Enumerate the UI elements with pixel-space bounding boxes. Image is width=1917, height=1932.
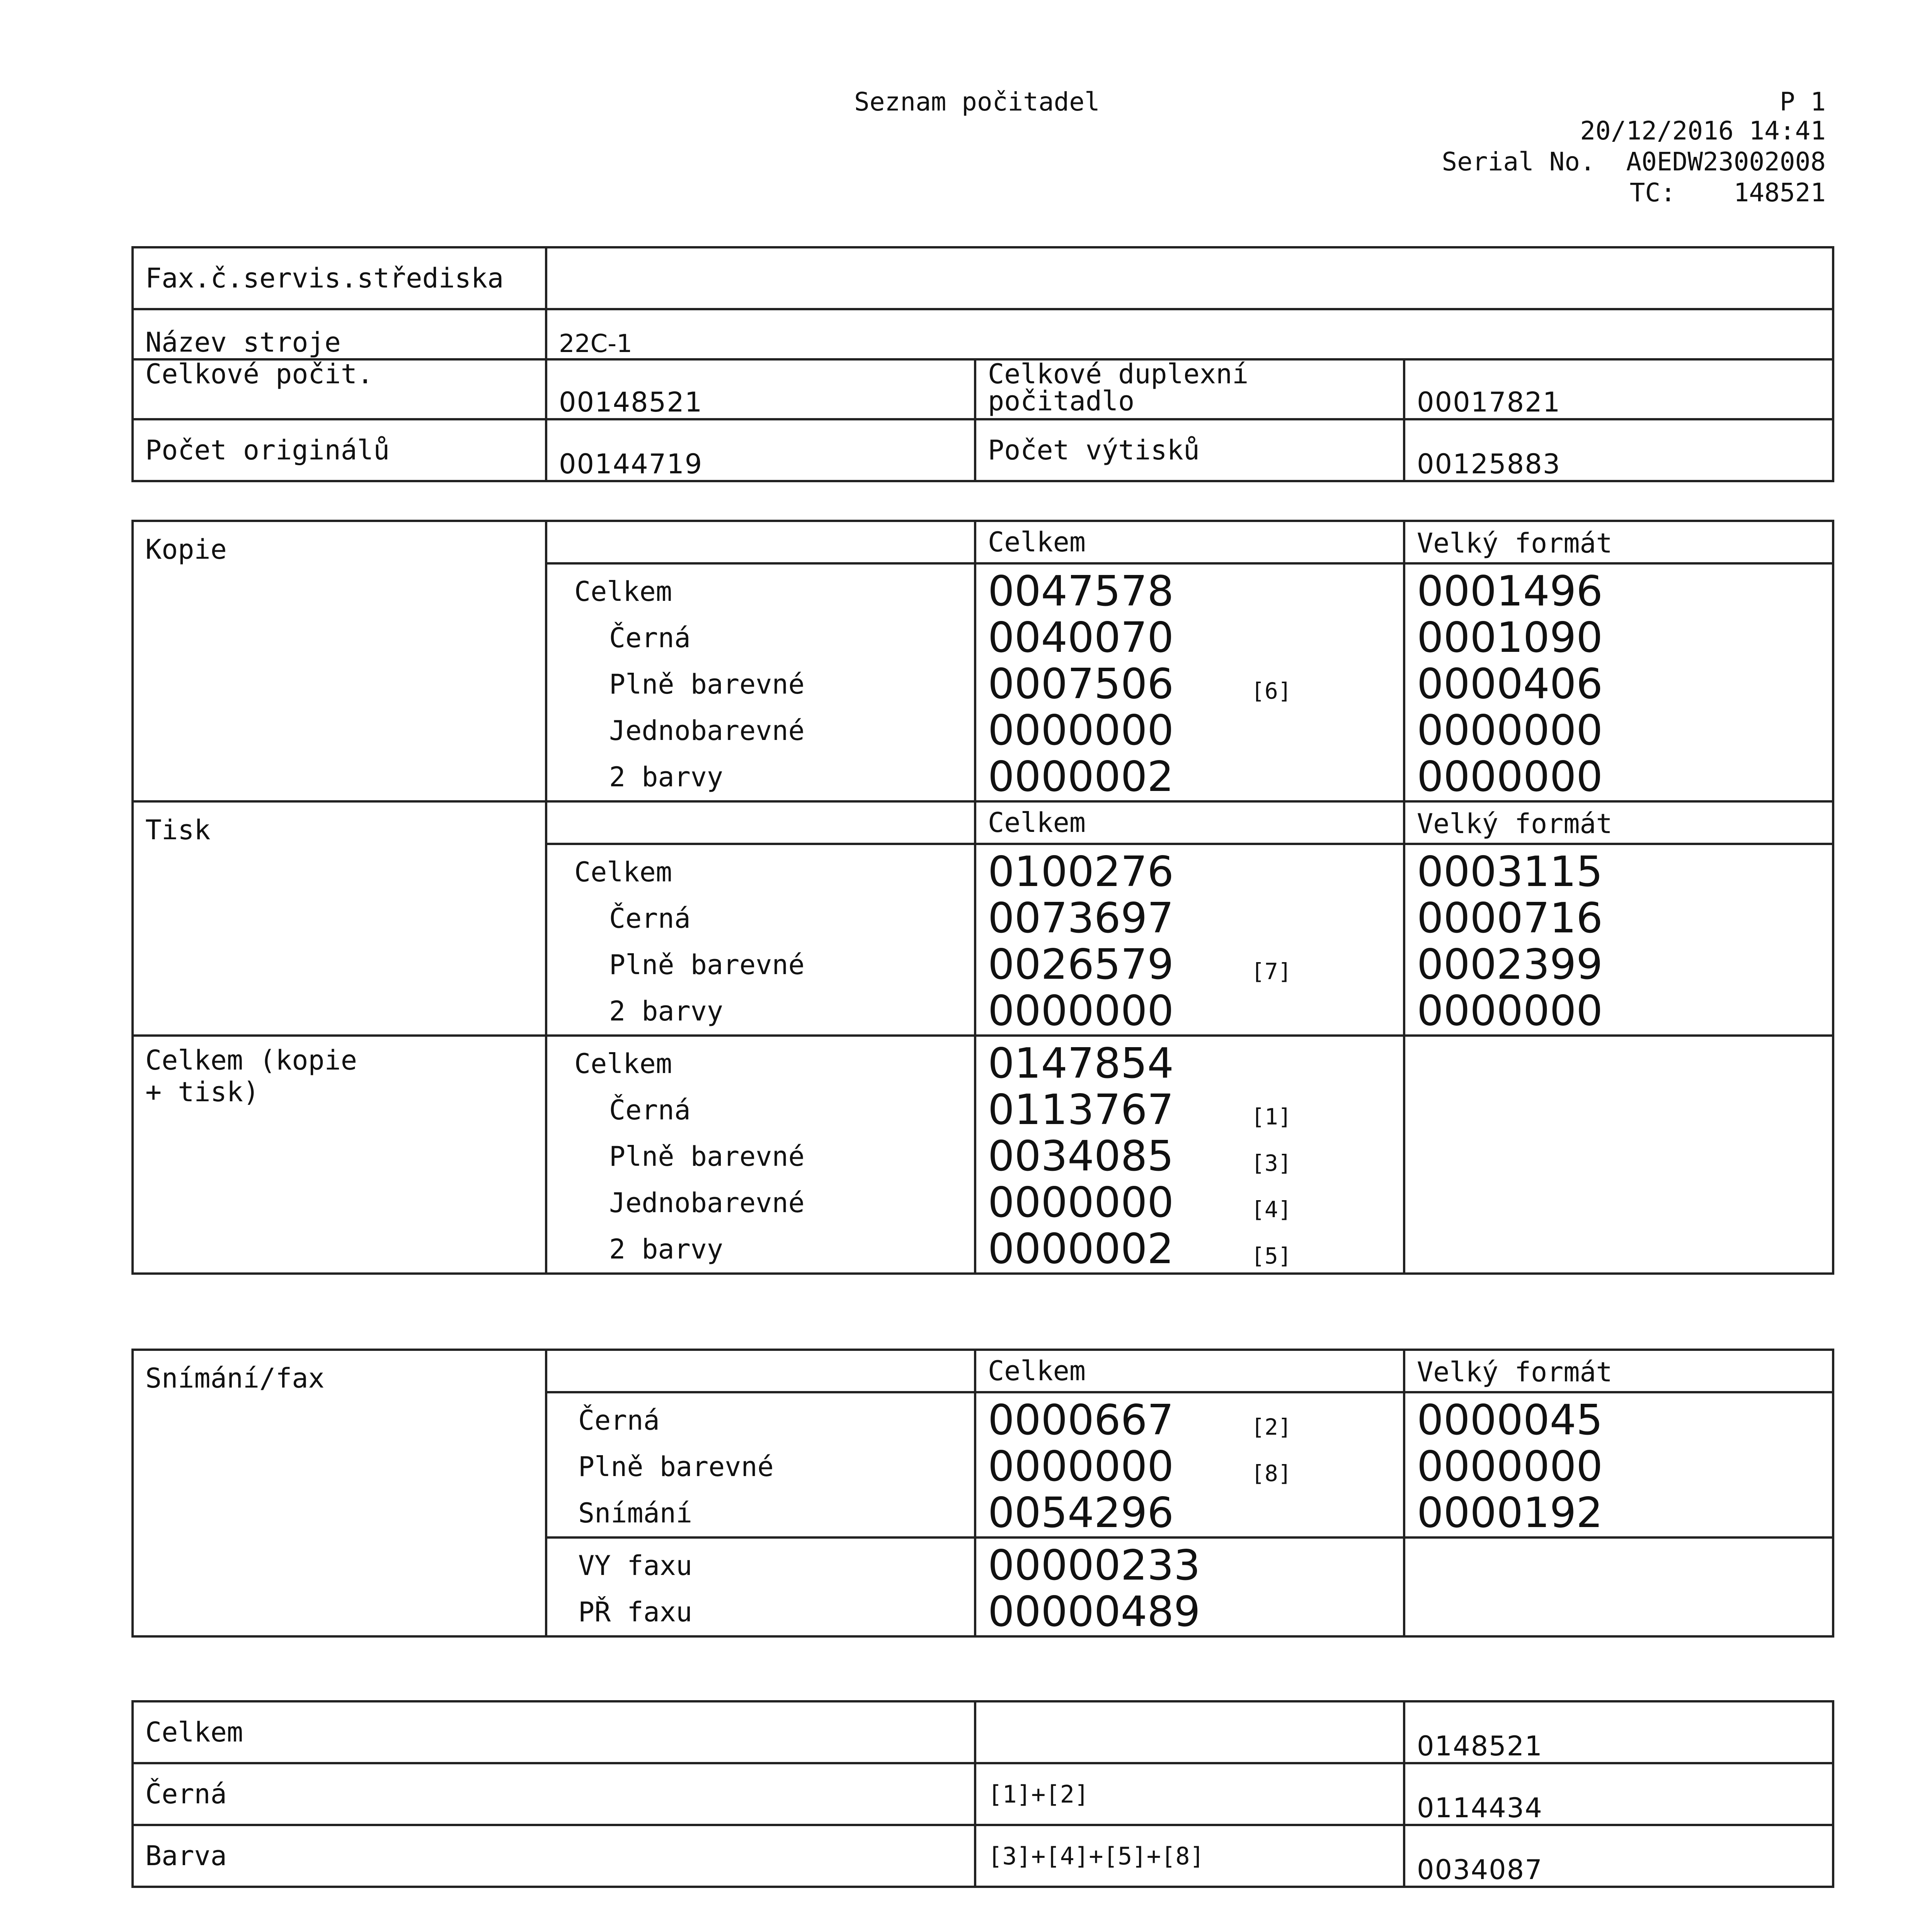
combined-ref-tag: [3] [1251, 1150, 1292, 1176]
copy-ref-tag: [6] [1251, 677, 1292, 704]
grand-total-label: Celkem [133, 1701, 975, 1763]
copy-section-label: Kopie [133, 521, 546, 801]
scan-section-label: Snímání/fax [133, 1350, 546, 1636]
print-totals [975, 844, 1404, 1036]
fax-row-label: VY faxu [578, 1550, 693, 1582]
tc-value: 148521 [1733, 178, 1826, 207]
prints-label: Počet výtisků [975, 419, 1404, 481]
copy-total-value: 0040070 [988, 614, 1174, 662]
copy-row-label: 2 barvy [609, 761, 724, 793]
copy-totals [975, 563, 1404, 801]
print-total-value: 0100276 [988, 848, 1174, 896]
copy-large-value: 0001090 [1417, 614, 1603, 662]
page-number: P 1 [1779, 87, 1826, 117]
print-row-labels [546, 844, 975, 1036]
print-large-value: 0000716 [1417, 894, 1603, 942]
black-total-value: 0114434 [1404, 1763, 1833, 1825]
fax-service-value [546, 247, 1833, 309]
totals-table [131, 1700, 1834, 1888]
combined-totals [975, 1036, 1404, 1274]
scan-total-value: 0000667 [988, 1396, 1174, 1444]
combined-row-label: Celkem [574, 1048, 672, 1080]
report-datetime: 20/12/2016 14:41 [1580, 116, 1826, 146]
fax-row-label: PŘ faxu [578, 1596, 693, 1628]
print-col-total: Celkem [975, 801, 1404, 844]
scan-large-value: 0000045 [1417, 1396, 1603, 1444]
scan-large-value: 0000000 [1417, 1442, 1603, 1491]
print-large-value: 0002399 [1417, 940, 1603, 989]
combined-row-label: Plně barevné [609, 1141, 805, 1172]
combined-row-label: 2 barvy [609, 1233, 724, 1265]
combined-total-value: 0000002 [988, 1225, 1174, 1273]
tc-counter [1630, 178, 1826, 207]
fax-total-value: 00000489 [988, 1588, 1200, 1636]
combined-total-value: 0113767 [988, 1086, 1174, 1134]
copy-large [1404, 563, 1833, 801]
scan-totals [975, 1392, 1404, 1537]
print-total-value: 0000000 [988, 987, 1174, 1035]
color-total-value: 0034087 [1404, 1825, 1833, 1887]
scan-ref-tag: [2] [1251, 1413, 1292, 1440]
fax-large-empty [1404, 1537, 1833, 1636]
combined-large-empty [1404, 1036, 1833, 1274]
copy-total-value: 0007506 [988, 660, 1174, 708]
serial-number [1442, 147, 1826, 177]
combined-total-value: 0000000 [988, 1179, 1174, 1227]
print-col-large: Velký formát [1404, 801, 1833, 844]
copy-total-value: 0000000 [988, 706, 1174, 755]
combined-row-label: Jednobarevné [609, 1187, 805, 1219]
scan-row-labels [546, 1392, 975, 1537]
color-total-label: Barva [133, 1825, 975, 1887]
combined-total-value: 0147854 [988, 1039, 1174, 1088]
scan-ref-tag: [8] [1251, 1460, 1292, 1486]
originals-value: 00144719 [546, 419, 975, 481]
print-large [1404, 844, 1833, 1036]
copy-row-label: Plně barevné [609, 668, 805, 700]
scan-col-total: Celkem [975, 1350, 1404, 1392]
scan-row-label: Plně barevné [578, 1451, 774, 1483]
combined-section-label [133, 1036, 546, 1274]
scan-total-value: 0054296 [988, 1489, 1174, 1537]
print-row-label: Celkem [574, 856, 672, 888]
print-row-label: Plně barevné [609, 949, 805, 981]
print-total-value: 0026579 [988, 940, 1174, 989]
copy-row-label: Jednobarevné [609, 715, 805, 747]
combined-ref-tag: [5] [1251, 1242, 1292, 1269]
fax-totals [975, 1537, 1404, 1636]
tc-label: TC: [1629, 178, 1676, 207]
combined-total-row [988, 1180, 1391, 1226]
color-total-formula: [3]+[4]+[5]+[8] [975, 1825, 1404, 1887]
copy-col-large: Velký formát [1404, 521, 1833, 563]
duplex-counter-label: Celkové duplexní počitadlo [975, 359, 1404, 419]
copy-large-value: 0001496 [1417, 567, 1603, 616]
black-total-label: Černá [133, 1763, 975, 1825]
combined-total-row [988, 1087, 1391, 1133]
combined-total-value: 0034085 [988, 1132, 1174, 1180]
total-counter-value: 00148521 [546, 359, 975, 419]
scan-row-label: Černá [578, 1405, 660, 1436]
scan-total-row [988, 1444, 1391, 1490]
fax-total-value: 00000233 [988, 1541, 1200, 1590]
machine-name-value: 22C-1 [546, 309, 1833, 359]
print-row-label: 2 barvy [609, 995, 724, 1027]
print-total-row [988, 942, 1391, 988]
scan-large [1404, 1392, 1833, 1537]
copy-large-value: 0000000 [1417, 706, 1603, 755]
total-counter-label: Celkové počit. [133, 359, 546, 419]
scan-row-label: Snímání [578, 1497, 693, 1529]
scan-fax-table [131, 1349, 1834, 1638]
grand-total-value: 0148521 [1404, 1701, 1833, 1763]
copy-row-label: Celkem [574, 576, 672, 607]
scan-total-value: 0000000 [988, 1442, 1174, 1491]
grand-total-formula [975, 1701, 1404, 1763]
copy-total-value: 0047578 [988, 567, 1174, 616]
copy-row-labels [546, 563, 975, 801]
combined-ref-tag: [4] [1251, 1196, 1292, 1223]
combined-total-row [988, 1133, 1391, 1180]
copy-col-total: Celkem [975, 521, 1404, 563]
combined-total-row [988, 1226, 1391, 1272]
serial-label: Serial No. [1442, 147, 1595, 177]
machine-name-label: Název stroje [133, 309, 546, 359]
print-large-value: 0000000 [1417, 987, 1603, 1035]
combined-ref-tag: [1] [1251, 1103, 1292, 1130]
print-ref-tag: [7] [1251, 958, 1292, 985]
copy-large-value: 0000406 [1417, 660, 1603, 708]
page-title: Seznam počitadel [854, 87, 1100, 117]
copy-large-value: 0000000 [1417, 753, 1603, 801]
scan-large-value: 0000192 [1417, 1489, 1603, 1537]
duplex-counter-value: 00017821 [1404, 359, 1833, 419]
copy-total-value: 0000002 [988, 753, 1174, 801]
scan-col-large: Velký formát [1404, 1350, 1833, 1392]
print-large-value: 0003115 [1417, 848, 1603, 896]
summary-table [131, 246, 1834, 482]
originals-label: Počet originálů [133, 419, 546, 481]
fax-row-labels [546, 1537, 975, 1636]
print-section-label: Tisk [133, 801, 546, 1036]
copy-total-row [988, 661, 1391, 707]
scan-total-row [988, 1397, 1391, 1444]
combined-row-label: Černá [609, 1094, 691, 1126]
prints-value: 00125883 [1404, 419, 1833, 481]
print-total-value: 0073697 [988, 894, 1174, 942]
copy-row-label: Černá [609, 622, 691, 654]
serial-value: A0EDW23002008 [1626, 147, 1826, 177]
counters-table [131, 520, 1834, 1275]
print-row-label: Černá [609, 903, 691, 934]
combined-label: Celkem (kopie + tisk) [145, 1044, 357, 1108]
combined-row-labels [546, 1036, 975, 1274]
black-total-formula: [1]+[2] [975, 1763, 1404, 1825]
fax-service-label: Fax.č.servis.střediska [133, 247, 546, 309]
